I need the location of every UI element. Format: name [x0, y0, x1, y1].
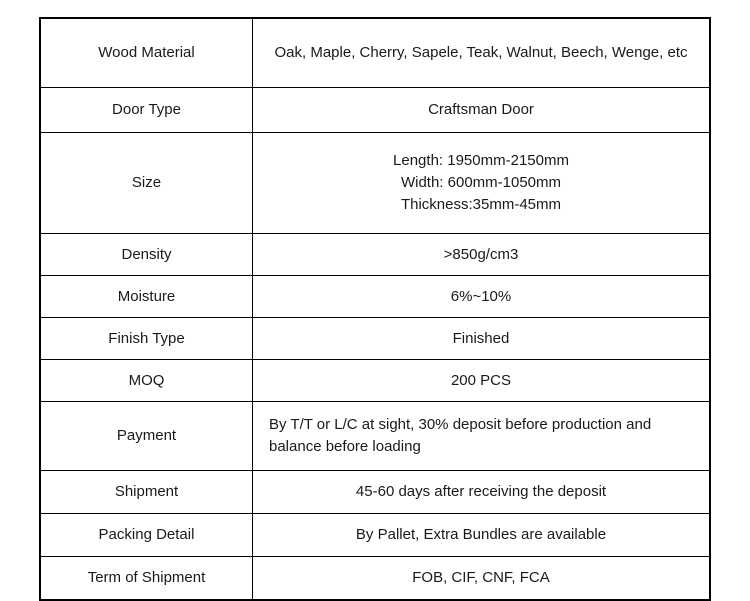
table-row: [40, 318, 710, 360]
row-label-moq: MOQ: [40, 360, 253, 402]
row-value-finish-type: Finished: [253, 318, 711, 360]
row-value-payment: By T/T or L/C at sight, 30% deposit before production and balance before loading: [253, 402, 711, 471]
row-label-size: Size: [40, 133, 253, 234]
size-width: Width: 600mm-1050mm: [400, 174, 562, 192]
row-label-shipment: Shipment: [40, 471, 253, 514]
row-label-density: Density: [40, 234, 253, 276]
row-label-packing-detail: Packing Detail: [40, 514, 253, 557]
table-row: [40, 471, 710, 514]
row-value-door-type: Craftsman Door: [253, 88, 711, 133]
product-specification-table: [39, 17, 711, 601]
row-value-moq: 200 PCS: [253, 360, 711, 402]
row-value-wood-material: Oak, Maple, Cherry, Sapele, Teak, Walnut, Beech, Wenge, etc: [253, 18, 711, 88]
row-value-moisture: 6%~10%: [253, 276, 711, 318]
row-value-size: [253, 133, 711, 234]
size-length: Length: 1950mm-2150mm: [393, 152, 569, 170]
row-label-payment: Payment: [40, 402, 253, 471]
row-label-wood-material: Wood Material: [40, 18, 253, 88]
table-row: [40, 133, 710, 234]
row-label-door-type: Door Type: [40, 88, 253, 133]
row-value-shipment: 45-60 days after receiving the deposit: [253, 471, 711, 514]
size-thickness: Thickness:35mm-45mm: [400, 195, 562, 213]
row-label-term-of-shipment: Term of Shipment: [40, 557, 253, 601]
table-row: [40, 514, 710, 557]
table-row: [40, 88, 710, 133]
row-label-moisture: Moisture: [40, 276, 253, 318]
table-row: [40, 557, 710, 601]
row-label-finish-type: Finish Type: [40, 318, 253, 360]
table-row: [40, 234, 710, 276]
table-row: [40, 18, 710, 88]
row-value-packing-detail: By Pallet, Extra Bundles are available: [253, 514, 711, 557]
table-row: [40, 402, 710, 471]
table-row: [40, 276, 710, 318]
table-row: [40, 360, 710, 402]
row-value-density: >850g/cm3: [253, 234, 711, 276]
row-value-term-of-shipment: FOB, CIF, CNF, FCA: [253, 557, 711, 601]
